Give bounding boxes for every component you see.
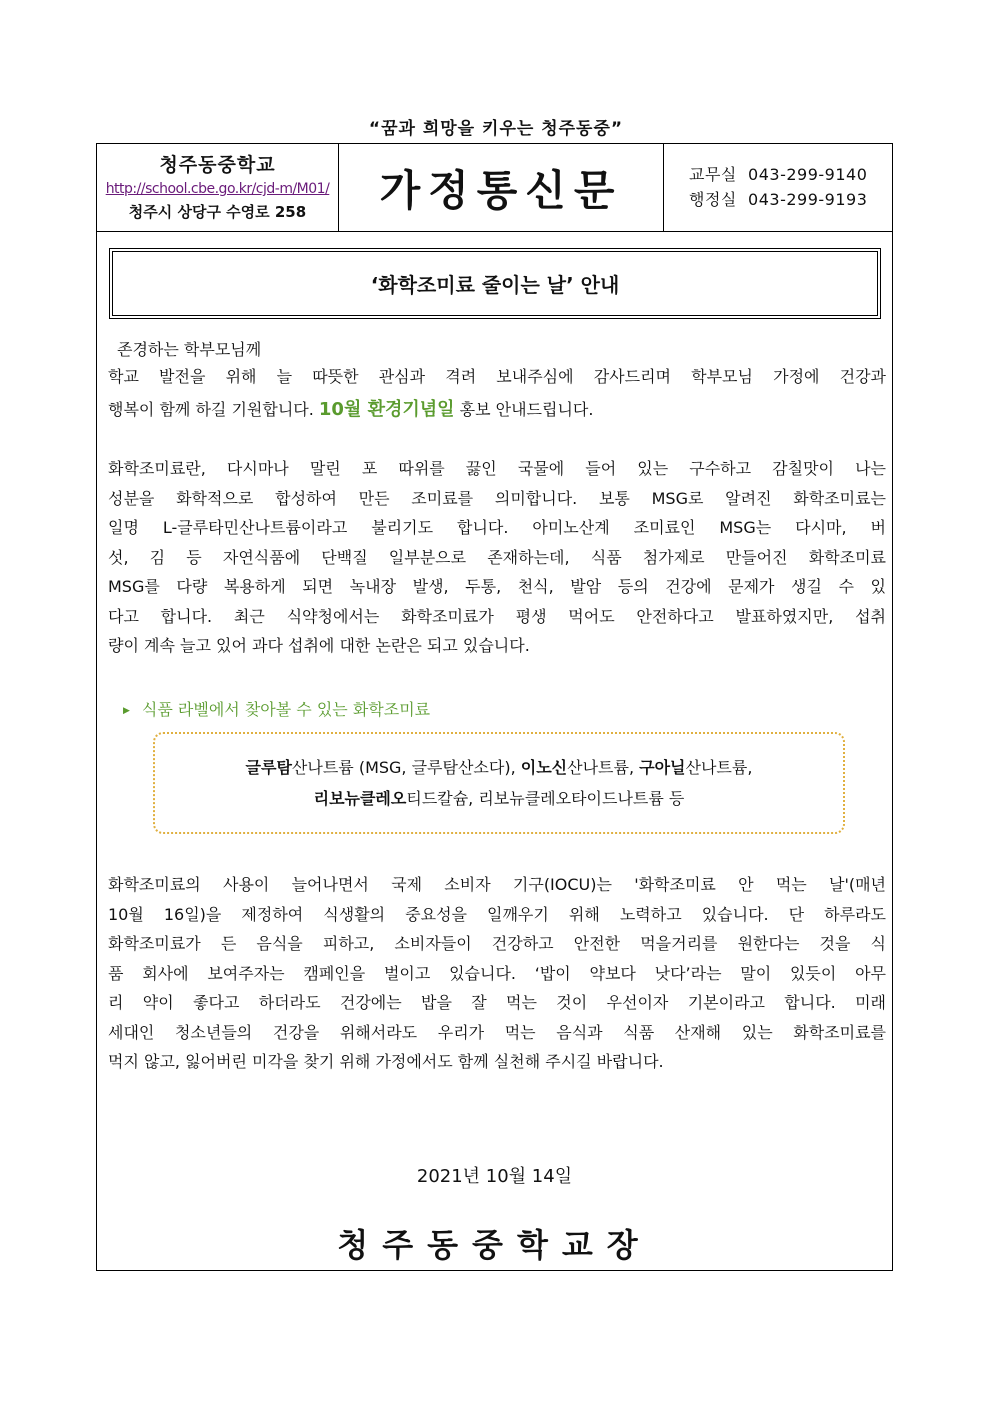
triangle-bullet-icon: ▶ (123, 706, 130, 716)
ingredient-text: 산나트륨, (685, 758, 753, 777)
label-section-heading (123, 697, 430, 720)
paragraph-line: 다고 합니다. 최근 식약청에서는 화학조미료가 평생 먹어도 안전하다고 발표하였지만, 섭취 (108, 606, 886, 626)
ingredient-text: 산나트륨 (MSG, 글루탐산소다), (291, 758, 521, 777)
contact-label: 교무실 (689, 165, 737, 184)
paragraph-line (108, 392, 886, 427)
newsletter-frame (96, 143, 893, 1271)
ingredient-list-box (153, 732, 845, 834)
subject-box (109, 248, 881, 319)
subject-inner-border (112, 251, 878, 316)
issue-date: 2021년 10월 14일 (416, 1166, 573, 1187)
body-paragraph-2 (108, 870, 886, 1077)
intro-text: 행복이 함께 하길 기원합니다. (108, 399, 319, 419)
ingredient-bold: 리보뉴클레오 (313, 789, 407, 808)
contact-phone: 043-299-9140 (748, 165, 868, 184)
greeting: 존경하는 학부모님께 (117, 340, 262, 359)
paragraph-line: 먹지 않고, 잃어버린 미각을 찾기 위해 가정에서도 함께 실천해 주시길 바랍니다. (108, 1052, 664, 1071)
paragraph-line: 화학조미료의 사용이 늘어나면서 국제 소비자 기구(IOCU)는 '화학조미료 안 먹는 날'(매년 (108, 875, 886, 894)
principal-signature: 청주동중학교장 (337, 1226, 652, 1264)
intro-text: 홍보 안내드립니다. (454, 399, 594, 419)
intro-paragraph (108, 362, 886, 427)
paragraph-line: 리 약이 좋다고 하더라도 건강에는 밥을 잘 먹는 것이 우선이자 기본이라고 합니다. 미래 (108, 993, 886, 1012)
paragraph-line: 화학조미료가 든 음식을 피하고, 소비자들이 건강하고 안전한 먹을거리를 원한다는 것을 식 (108, 934, 886, 953)
contact-line-academic (689, 162, 892, 187)
paragraph-line: MSG를 다량 복용하게 되면 녹내장 발생, 두통, 천식, 발암 등의 건강에 문제가 생길 수 있 (108, 577, 886, 596)
paragraph-line: 섯, 김 등 자연식품에 단백질 일부분으로 존재하는데, 식품 첨가제로 만들어진 화학조미료 (108, 547, 886, 567)
school-website-link[interactable]: http://school.cbe.go.kr/cjd-m/M01/ (105, 181, 330, 197)
contact-line-admin (689, 187, 892, 212)
school-motto: “꿈과 희망을 키우는 청주동중” (368, 119, 624, 139)
paragraph-line: 세대인 청소년들의 건강을 위해서라도 우리가 먹는 음식과 식품 산재해 있는 화학조미료를 (108, 1022, 886, 1042)
ingredient-text: 산나트륨, (567, 758, 640, 777)
letterhead (97, 144, 892, 232)
paragraph-line: 일명 L-글루타민산나트륨이라고 불리기도 합니다. 아미노산계 조미료인 MSG는 다시마, 버 (108, 518, 886, 537)
school-info-cell (97, 144, 339, 231)
ingredient-line (155, 752, 843, 783)
paragraph-line: 량이 계속 늘고 있어 과다 섭취에 대한 논란은 되고 있습니다. (108, 636, 530, 655)
paragraph-line: 10월 16일)을 제정하여 식생활의 중요성을 일깨우기 위해 노력하고 있습니다. 단 하루라도 (108, 904, 886, 924)
title-cell (339, 144, 664, 231)
school-address: 청주시 상당구 수영로 258 (128, 203, 307, 221)
paragraph-line: 화학조미료란, 다시마나 말린 포 따위를 끓인 국물에 들어 있는 구수하고 감칠맛이 나는 (108, 459, 886, 478)
subject-title: ‘화학조미료 줄이는 날’ 안내 (370, 273, 620, 297)
highlight-text: 10월 환경기념일 (318, 398, 455, 420)
contact-label: 행정실 (689, 190, 737, 209)
paragraph-line: 학교 발전을 위해 늘 따뜻한 관심과 격려 보내주심에 감사드리며 학부모님 가정에 건강과 (108, 367, 886, 386)
label-heading-text: 식품 라벨에서 찾아볼 수 있는 화학조미료 (141, 700, 431, 719)
document-title: 가정통신문 (379, 165, 623, 215)
body-paragraph-1 (108, 454, 886, 661)
ingredient-bold: 글루탐 (245, 758, 292, 777)
contact-cell (664, 144, 892, 231)
paragraph-line: 품 회사에 보여주자는 캠페인을 벌이고 있습니다. ‘밥이 약보다 낫다’라는 말이 있듯이 아무 (108, 963, 886, 983)
school-name: 청주동중학교 (159, 154, 276, 176)
ingredient-bold: 이노신 (520, 758, 568, 777)
ingredient-text: 티드칼슘, 리보뉴클레오타이드나트륨 등 (406, 789, 685, 808)
paragraph-line: 성분을 화학적으로 합성하여 만든 조미료를 의미합니다. 보통 MSG로 알려진 화학조미료는 (108, 488, 886, 508)
ingredient-line (155, 783, 843, 814)
contact-phone: 043-299-9193 (748, 190, 868, 209)
ingredient-bold: 구아닐 (639, 758, 686, 777)
